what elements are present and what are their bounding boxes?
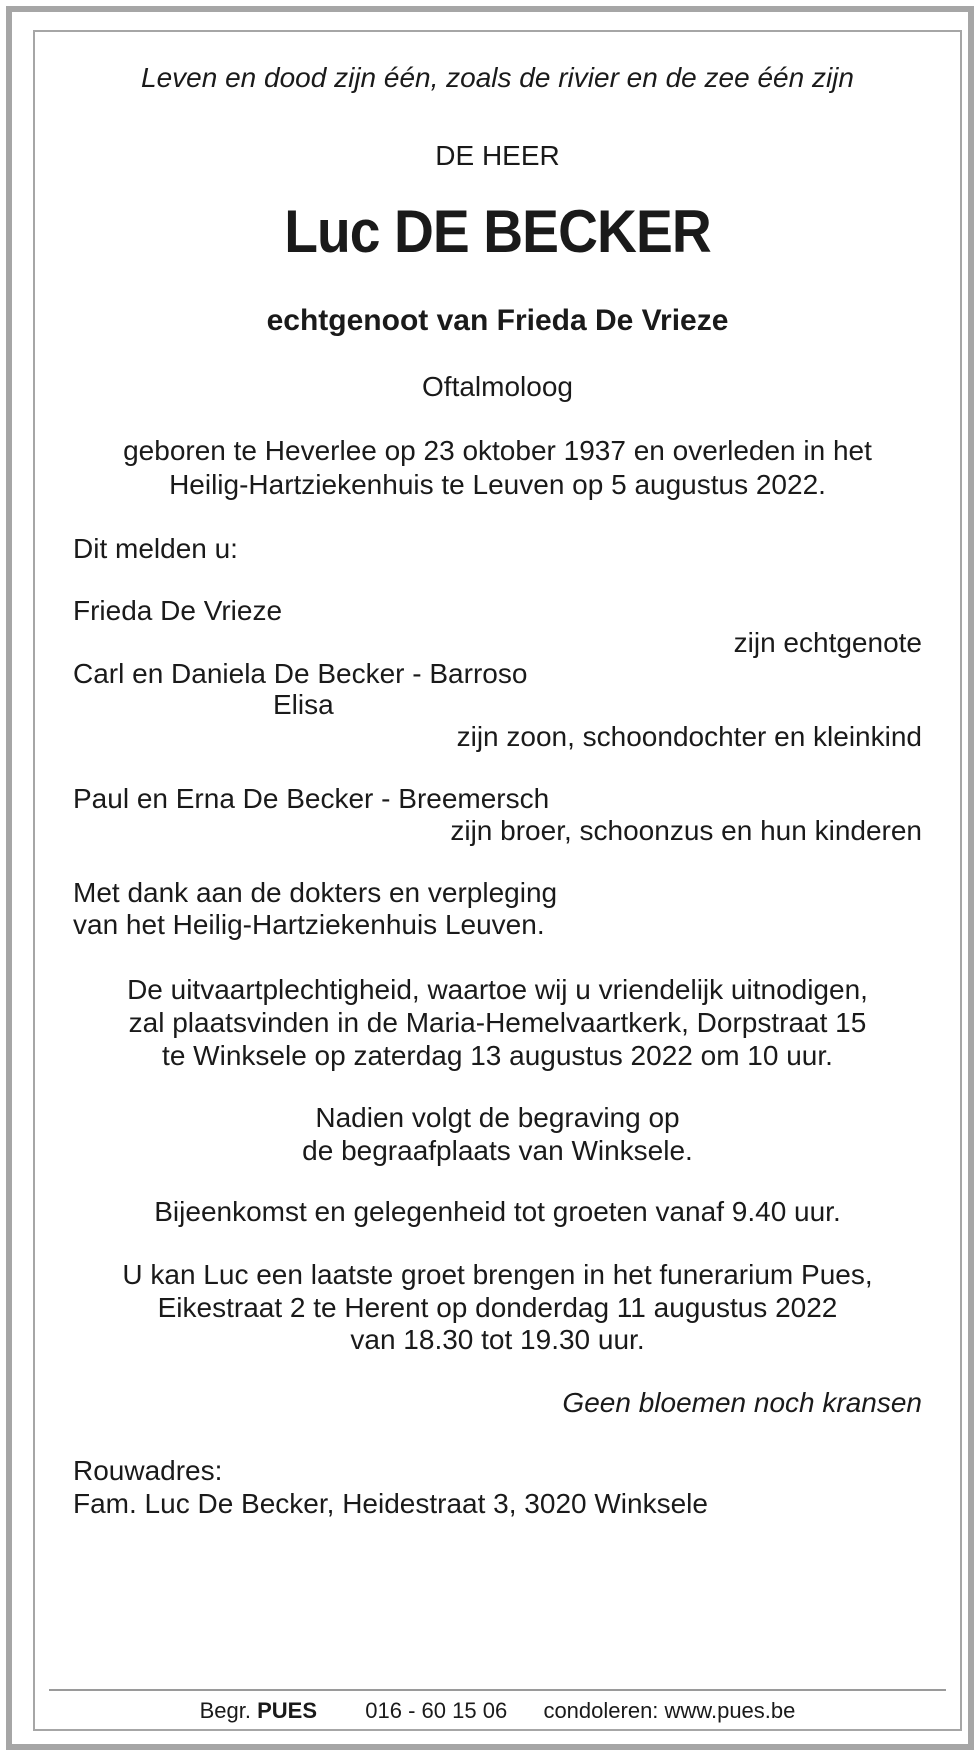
announce-intro: Dit melden u:	[73, 533, 238, 564]
family-relation-spouse: zijn echtgenote	[733, 627, 922, 658]
family-member-brother: Paul en Erna De Becker - Breemersch	[73, 783, 550, 814]
notice-outer-frame	[6, 6, 974, 1750]
footer-phone: 016 - 60 15 06	[365, 1698, 508, 1723]
thanks-line-2: van het Heilig-Hartziekenhuis Leuven.	[73, 909, 545, 940]
address-label: Rouwadres:	[73, 1455, 223, 1486]
viewing-line-2: Eikestraat 2 te Herent op donderdag 11 augustus 2022	[157, 1292, 838, 1323]
burial-line-1: Nadien volgt de begraving op	[315, 1102, 680, 1133]
viewing-line-1: U kan Luc een laatste groet brengen in het funerarium Pues,	[122, 1259, 873, 1290]
thanks-line-1: Met dank aan de dokters en verpleging	[73, 877, 558, 908]
ceremony-line-1: De uitvaartplechtigheid, waartoe wij u vriendelijk uitnodigen,	[127, 974, 868, 1005]
footer-begr-prefix: Begr.	[199, 1698, 251, 1723]
family-member-spouse: Frieda De Vrieze	[73, 595, 283, 626]
gathering-info: Bijeenkomst en gelegenheid tot groeten vanaf 9.40 uur.	[154, 1196, 841, 1227]
footer-condolence-link[interactable]: condoleren: www.pues.be	[543, 1698, 796, 1723]
birth-death-line-2: Heilig-Hartziekenhuis te Leuven op 5 augustus 2022.	[169, 469, 826, 500]
ceremony-line-2: zal plaatsvinden in de Maria-Hemelvaartkerk, Dorpstraat 15	[128, 1007, 867, 1038]
family-member-son: Carl en Daniela De Becker - Barroso	[73, 658, 528, 689]
honorific-title: DE HEER	[435, 140, 560, 171]
footer-divider	[49, 1689, 946, 1691]
notice-inner-frame	[33, 30, 962, 1731]
spouse-line: echtgenoot van Frieda De Vrieze	[266, 304, 729, 337]
mourning-address: Fam. Luc De Becker, Heidestraat 3, 3020 Winksele	[73, 1488, 708, 1519]
footer-company: PUES	[257, 1698, 318, 1723]
family-member-grandchild: Elisa	[273, 689, 334, 720]
deceased-name: Luc DE BECKER	[284, 198, 711, 265]
footer	[35, 1697, 960, 1725]
motto: Leven en dood zijn één, zoals de rivier en de zee één zijn	[141, 62, 854, 93]
no-flowers-note: Geen bloemen noch kransen	[562, 1387, 922, 1418]
birth-death-line-1: geboren te Heverlee op 23 oktober 1937 en overleden in het	[123, 435, 872, 466]
family-relation-son: zijn zoon, schoondochter en kleinkind	[456, 721, 922, 752]
viewing-line-3: van 18.30 tot 19.30 uur.	[350, 1324, 645, 1355]
profession: Oftalmoloog	[422, 371, 573, 402]
burial-line-2: de begraafplaats van Winksele.	[302, 1135, 693, 1166]
family-relation-brother: zijn broer, schoonzus en hun kinderen	[450, 815, 922, 846]
ceremony-line-3: te Winksele op zaterdag 13 augustus 2022 om 10 uur.	[162, 1040, 833, 1071]
